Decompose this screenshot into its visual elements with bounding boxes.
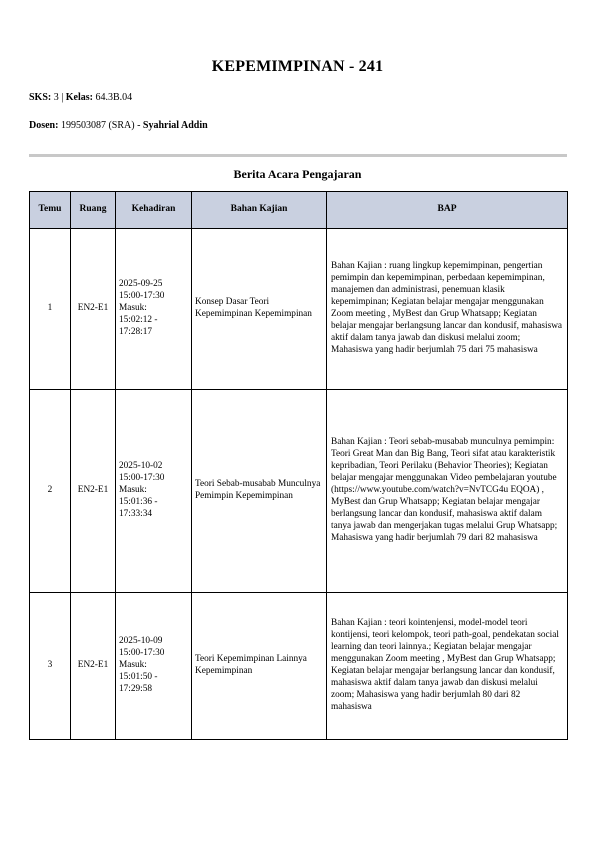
- table-header-row: [30, 192, 568, 229]
- col-header-temu: Temu: [30, 192, 71, 229]
- ruang-cell: EN2-E1: [71, 229, 116, 390]
- kehadiran-cell: [116, 229, 192, 390]
- table-row: [30, 593, 568, 740]
- kehadiran-time: 15:00-17:30: [119, 291, 165, 302]
- bap-cell: Bahan Kajian : teori kointenjensi, model-model teori kontijensi, teori kelompok, teori path-goal, pendekatan social learning dan teori lainnya.; Kegiatan belajar mengajar menggunakan Zoom meeting , MyBest dan Grup Whatsapp; Kegiatan belajar mengajar berlangsung lancar dan kondusif, mahasiswa aktif dalam tanya jawab dan diskusi melalui zoom; Mahasiswa yang hadir berjumlah 80 dari 82 mahasiswa: [327, 593, 568, 740]
- bap-cell: Bahan Kajian : ruang lingkup kepemimpinan, pengertian pemimpin dan kepemimpinan, perbedaan kepemimpinan, manajemen dan administrasi, penemuan klasik kepemimpinan; Kegiatan belajar mengajar menggunakan Zoom meeting , MyBest dan Grup Whatsapp; Kegiatan belajar mengajar berlangsung lancar dan kondusif, mahasiswa aktif dalam tanya jawab dan diskusi melalui zoom; Mahasiswa yang hadir berjumlah 75 dari 75 mahasiswa: [327, 229, 568, 390]
- kehadiran-date: 2025-10-09: [119, 636, 163, 647]
- kehadiran-date: 2025-09-25: [119, 279, 163, 290]
- kehadiran-cell: [116, 593, 192, 740]
- section-title: Berita Acara Pengajaran: [233, 167, 362, 181]
- dosen-label: Dosen:: [29, 120, 59, 131]
- sks-value: 3: [53, 92, 59, 103]
- sks-label: SKS:: [29, 92, 52, 103]
- divider: [29, 154, 567, 157]
- info-separator: |: [61, 92, 64, 103]
- kelas-label: Kelas:: [65, 92, 93, 103]
- kehadiran-masuk-label: Masuk:: [119, 660, 147, 671]
- lecturer-info: [29, 120, 208, 131]
- kehadiran-masuk-label: Masuk:: [119, 303, 147, 314]
- table-row: [30, 390, 568, 593]
- bahan-cell: Konsep Dasar Teori Kepemimpinan Kepemimpinan: [192, 229, 327, 390]
- kehadiran-masuk: 15:01:50 - 17:29:58: [119, 671, 158, 694]
- kelas-value: 64.3B.04: [95, 92, 133, 103]
- col-header-bahan-kajian: Bahan Kajian: [192, 192, 327, 229]
- dosen-code: 199503087 (SRA): [60, 120, 135, 131]
- course-info: [29, 92, 132, 103]
- bap-cell: Bahan Kajian : Teori sebab-musabab munculnya pemimpin: Teori Great Man dan Big Bang, Teori sifat atau karakteristik kepribadian, Teori Perilaku (Behavior Theories); Kegiatan belajar mengajar menggunakan Video pembelajaran youtube (https://www.youtube.com/watch?v=NvTCG4u EQOA) , MyBest dan Grup Whatsapp; Kegiatan belajar mengajar berlangsung lancar dan kondusif, mahasiswa aktif dalam tanya jawab dan mengerjakan tugas melalui Grup Whatsapp; Mahasiswa yang hadir berjumlah 79 dari 82 mahasiswa: [327, 390, 568, 593]
- temu-cell: 2: [30, 390, 71, 593]
- temu-cell: 1: [30, 229, 71, 390]
- col-header-bap: BAP: [327, 192, 568, 229]
- table-row: [30, 229, 568, 390]
- dosen-dash: -: [137, 120, 141, 131]
- bahan-cell: Teori Kepemimpinan Lainnya Kepemimpinan: [192, 593, 327, 740]
- kehadiran-masuk-label: Masuk:: [119, 485, 147, 496]
- bahan-cell: Teori Sebab-musabab Munculnya Pemimpin Kepemimpinan: [192, 390, 327, 593]
- temu-cell: 3: [30, 593, 71, 740]
- kehadiran-masuk: 15:02:12 - 17:28:17: [119, 314, 158, 337]
- kehadiran-cell: [116, 390, 192, 593]
- ruang-cell: EN2-E1: [71, 593, 116, 740]
- kehadiran-date: 2025-10-02: [119, 461, 163, 472]
- kehadiran-time: 15:00-17:30: [119, 473, 165, 484]
- ruang-cell: EN2-E1: [71, 390, 116, 593]
- col-header-kehadiran: Kehadiran: [116, 192, 192, 229]
- page-title: KEPEMIMPINAN - 241: [211, 58, 384, 75]
- kehadiran-time: 15:00-17:30: [119, 648, 165, 659]
- col-header-ruang: Ruang: [71, 192, 116, 229]
- bap-table: [29, 191, 568, 740]
- dosen-name: Syahrial Addin: [142, 120, 208, 131]
- kehadiran-masuk: 15:01:36 - 17:33:34: [119, 496, 158, 519]
